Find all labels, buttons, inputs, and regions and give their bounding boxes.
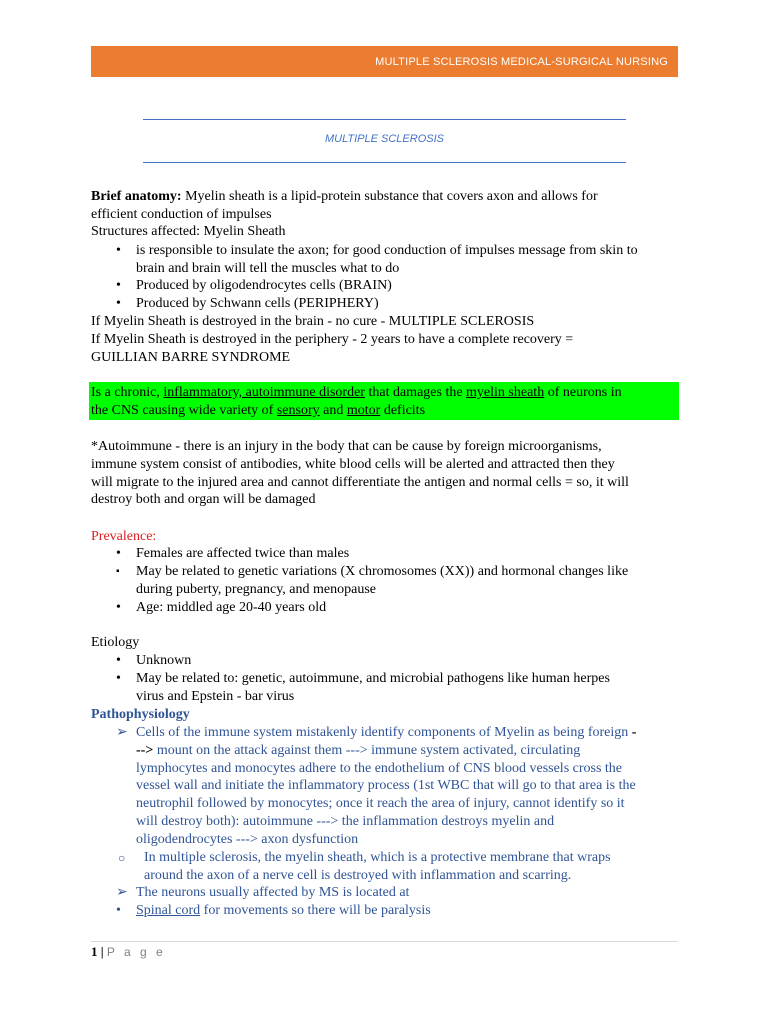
patho-sub-2: around the axon of a nerve cell is destroyed with inflammation and scarring. <box>144 868 572 883</box>
bullet-icon: • <box>116 600 121 615</box>
patho-neurons: The neurons usually affected by MS is located at <box>136 885 410 900</box>
def-underline: inflammatory, autoimmune disorder <box>163 385 365 400</box>
def-text: deficits <box>380 403 426 418</box>
prevalence-bullet-2a: May be related to genetic variations (X chromosomes (XX)) and hormonal changes like <box>136 564 629 579</box>
patho-line-1 <box>136 724 736 742</box>
autoimmune-line-3: will migrate to the injured area and cannot differentiate the antigen and normal cells = so, it will <box>91 475 629 490</box>
title-rule-bottom <box>143 162 626 163</box>
page-label: P a g e <box>106 945 166 959</box>
prevalence-bullet-3: Age: middled age 20-40 years old <box>136 600 327 615</box>
patho-line-2 <box>136 742 736 760</box>
title-rule-top <box>143 119 626 120</box>
def-text: that damages the <box>364 385 467 400</box>
structures-affected: Structures affected: Myelin Sheath <box>91 224 286 239</box>
arrow-bullet-icon: ➢ <box>116 885 128 900</box>
prevalence-heading: Prevalence: <box>91 529 157 544</box>
anatomy-bullet-1b: brain and brain will tell the muscles what to do <box>136 261 400 276</box>
patho-text: mount on the attack against them ---> immune system activated, circulating <box>153 743 581 758</box>
patho-line-5: neutrophil followed by monocytes; once it reach the area of injury, cannot identify so it <box>136 796 625 811</box>
patho-line-7: oligodendrocytes ---> axon dysfunction <box>136 832 359 847</box>
anatomy-label: Brief anatomy: <box>91 189 182 204</box>
etiology-bullet-2a: May be related to: genetic, autoimmune, and microbial pathogens like human herpes <box>136 671 610 686</box>
autoimmune-line-1: *Autoimmune - there is an injury in the body that can be cause by foreign microorganisms, <box>91 439 602 454</box>
square-bullet-icon: ▪ <box>116 566 120 577</box>
bullet-icon: • <box>116 278 121 293</box>
anatomy-brain: If Myelin Sheath is destroyed in the brain - no cure - MULTIPLE SCLEROSIS <box>91 314 535 329</box>
def-text: the CNS causing wide variety of <box>91 403 277 418</box>
bullet-icon: • <box>116 653 121 668</box>
definition-line-2 <box>91 402 691 420</box>
etiology-bullet-1: Unknown <box>136 653 192 668</box>
anatomy-bullet-2: Produced by oligodendrocytes cells (BRAIN) <box>136 278 392 293</box>
def-text: of neurons in <box>544 385 622 400</box>
patho-text: Cells of the immune system mistakenly identify components of Myelin as being foreign <box>136 725 632 740</box>
patho-line-6: will destroy both): autoimmune ---> the inflammation destroys myelin and <box>136 814 555 829</box>
autoimmune-line-4: destroy both and organ will be damaged <box>91 492 316 507</box>
def-text: and <box>319 403 347 418</box>
anatomy-periphery: If Myelin Sheath is destroyed in the periphery - 2 years to have a complete recovery = <box>91 332 574 347</box>
bullet-icon: • <box>116 243 121 258</box>
etiology-bullet-2b: virus and Epstein - bar virus <box>136 689 295 704</box>
prevalence-bullet-2b: during puberty, pregnancy, and menopause <box>136 582 376 597</box>
anatomy-bullet-3: Produced by Schwann cells (PERIPHERY) <box>136 296 379 311</box>
anatomy-text-1: Myelin sheath is a lipid-protein substance that covers axon and allows for <box>181 189 598 204</box>
patho-sub-1: In multiple sclerosis, the myelin sheath, which is a protective membrane that wraps <box>144 850 611 865</box>
def-underline: sensory <box>276 403 320 418</box>
bullet-icon: • <box>116 546 121 561</box>
patho-spinal <box>136 902 736 920</box>
def-underline: motor <box>346 403 381 418</box>
page-separator: | <box>97 944 107 959</box>
circle-bullet-icon: ○ <box>118 851 126 865</box>
page-number: 1 <box>91 944 98 959</box>
anatomy-line-2: efficient conduction of impulses <box>91 207 272 222</box>
bullet-icon: • <box>116 296 121 311</box>
patho-line-3: lymphocytes and monocytes adhere to the endothelium of CNS blood vessels cross the <box>136 761 623 776</box>
patho-bold-arrow: --> <box>136 743 154 758</box>
bullet-icon: • <box>116 903 121 918</box>
patho-line-4: vessel wall and initiate the inflammatory process (1st WBC that will go to that area is the <box>136 778 636 793</box>
etiology-heading: Etiology <box>91 635 140 650</box>
anatomy-line-1 <box>91 188 691 206</box>
definition-line-1 <box>91 384 691 402</box>
anatomy-bullet-1a: is responsible to insulate the axon; for good conduction of impulses message from skin to <box>136 243 638 258</box>
patho-text: for movements so there will be paralysis <box>200 903 431 918</box>
def-text: Is a chronic, <box>91 385 164 400</box>
arrow-bullet-icon: ➢ <box>116 725 128 740</box>
anatomy-gbs: GUILLIAN BARRE SYNDROME <box>91 350 291 365</box>
header-banner-text: MULTIPLE SCLEROSIS MEDICAL-SURGICAL NURSING <box>375 55 668 68</box>
spinal-cord-underline: Spinal cord <box>136 903 201 918</box>
document-title: MULTIPLE SCLEROSIS <box>325 133 444 145</box>
patho-bold-dash: - <box>631 725 637 740</box>
bullet-icon: • <box>116 671 121 686</box>
page-footer <box>91 944 166 960</box>
pathophysiology-heading: Pathophysiology <box>91 707 190 722</box>
def-underline: myelin sheath <box>466 385 545 400</box>
autoimmune-line-2: immune system consist of antibodies, white blood cells will be alerted and attracted then they <box>91 457 615 472</box>
footer-rule <box>91 941 678 942</box>
header-banner <box>91 46 678 77</box>
prevalence-bullet-1: Females are affected twice than males <box>136 546 350 561</box>
